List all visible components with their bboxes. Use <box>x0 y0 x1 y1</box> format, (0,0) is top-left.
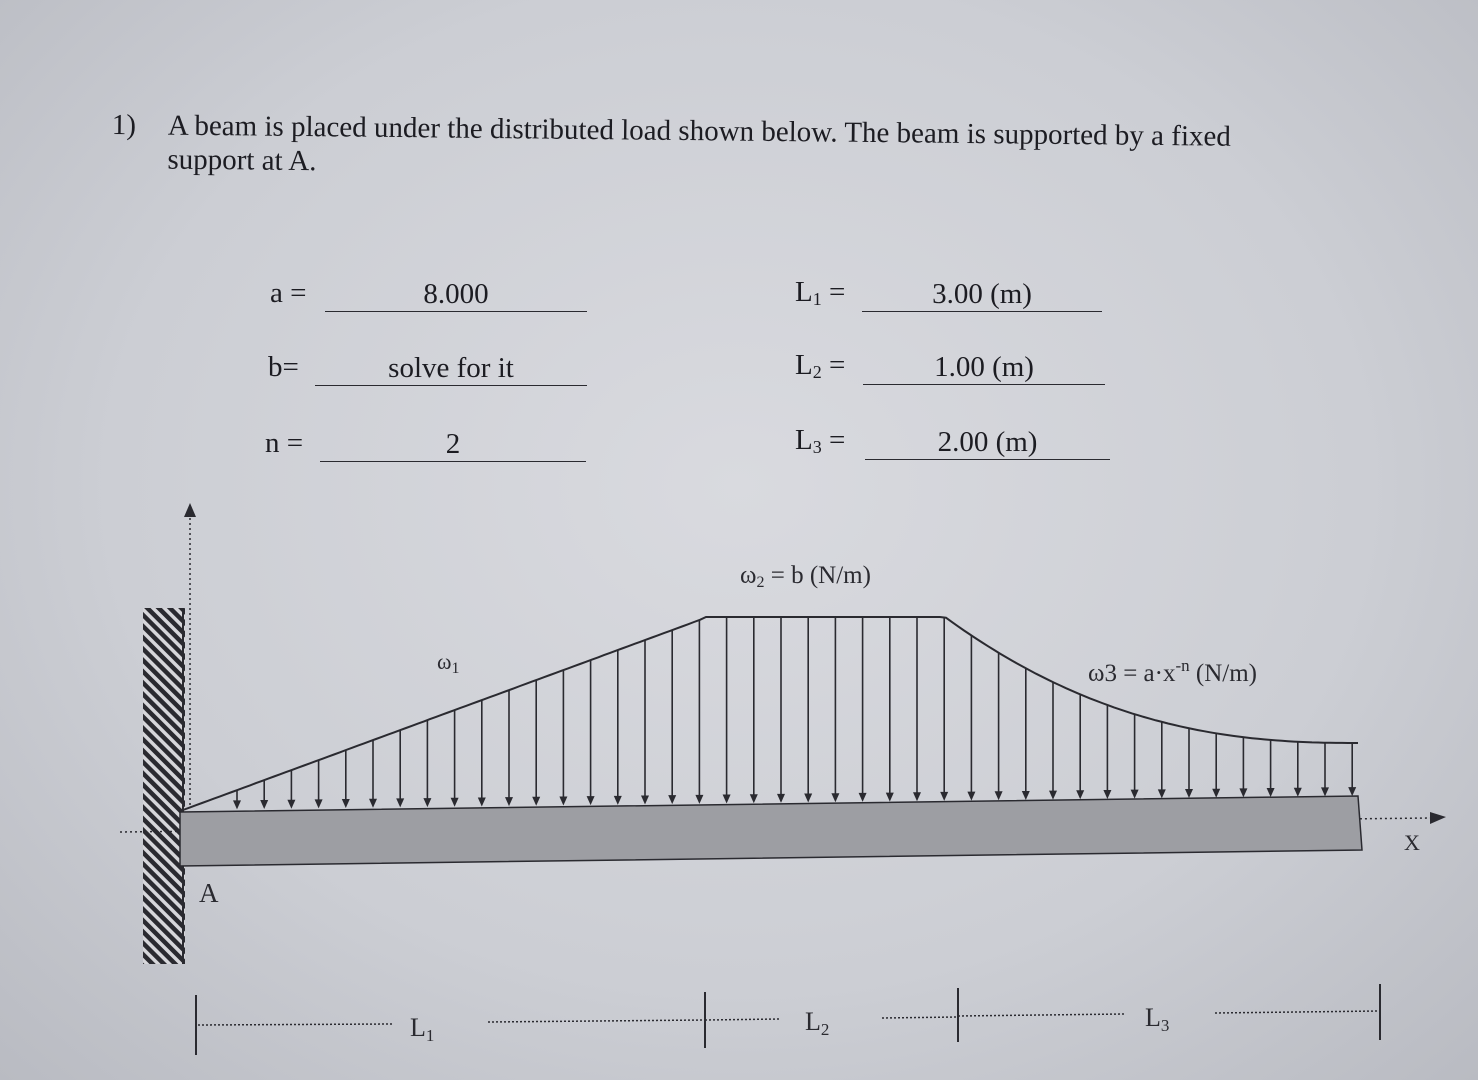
load-arrow-head-icon <box>1158 789 1166 798</box>
load-arrow-head-icon <box>1076 790 1084 799</box>
load-arrow-head-icon <box>369 799 377 808</box>
w3-label: $\omega 3 = a\cdot x^{-n}$ (N/m) <box>1088 656 1258 687</box>
param-n-label: n = <box>265 427 304 459</box>
beam <box>180 796 1362 866</box>
load-arrow-head-icon <box>668 795 676 804</box>
load-arrow-head-icon <box>287 800 295 809</box>
param-L2-value: 1.00 (m) <box>863 351 1105 385</box>
load-arrow-head-icon <box>695 795 703 804</box>
w1-label: ω1 <box>437 649 460 677</box>
load-arrow-head-icon <box>913 792 921 801</box>
load-arrow-head-icon <box>342 799 350 808</box>
load-arrow-head-icon <box>723 795 731 804</box>
param-b-label: b= <box>268 351 299 383</box>
load-arrow-head-icon <box>233 800 241 809</box>
param-a-value: 8.000 <box>325 278 587 312</box>
param-L3-value: 2.00 (m) <box>865 426 1110 460</box>
load-arrow-head-icon <box>1185 789 1193 798</box>
load-arrow-head-icon <box>1131 790 1139 799</box>
param-n-value: 2 <box>320 428 586 462</box>
y-axis-arrow-icon <box>184 503 196 517</box>
load-arrow-head-icon <box>750 794 758 803</box>
load-arrow-head-icon <box>451 798 459 807</box>
load-arrow-head-icon <box>505 797 513 806</box>
load-arrow-head-icon <box>1321 787 1329 796</box>
load-arrow-head-icon <box>614 796 622 805</box>
load-arrow-head-icon <box>423 798 431 807</box>
w2-label: ω2 = b (N/m) <box>740 562 871 591</box>
load-arrow-head-icon <box>1239 788 1247 797</box>
dim-L1-label: L1 <box>410 1013 435 1045</box>
dim-L2-label: L2 <box>805 1007 830 1039</box>
load-arrow-head-icon <box>641 795 649 804</box>
dim-L3-label: L3 <box>1145 1003 1170 1035</box>
problem-number: 1) <box>111 108 137 142</box>
load-arrow-head-icon <box>804 794 812 803</box>
param-a-label: a = <box>270 277 307 309</box>
load-arrow-head-icon <box>967 792 975 801</box>
support-label: A <box>199 878 219 908</box>
dimension-line <box>196 984 1380 1055</box>
load-arrows <box>233 617 1356 809</box>
load-arrow-head-icon <box>940 792 948 801</box>
param-L1-label: $L_1$ = <box>795 276 846 309</box>
load-arrow-head-icon <box>859 793 867 802</box>
load-arrow-head-icon <box>1348 787 1356 796</box>
param-b-value: solve for it <box>315 352 587 386</box>
load-arrow-head-icon <box>396 798 404 807</box>
x-axis-label: X <box>1404 830 1420 855</box>
param-L1-value: 3.00 (m) <box>862 278 1102 312</box>
load-arrow-head-icon <box>587 796 595 805</box>
load-arrow-head-icon <box>532 797 540 806</box>
load-arrow-head-icon <box>260 800 268 809</box>
load-arrow-head-icon <box>1049 791 1057 800</box>
load-envelope <box>183 617 1358 810</box>
problem-text: A beam is placed under the distributed load shown below. The beam is supported by a fixed support at A. <box>167 109 1232 178</box>
load-arrow-head-icon <box>831 793 839 802</box>
load-arrow-head-icon <box>315 799 323 808</box>
load-arrow-head-icon <box>559 796 567 805</box>
load-arrow-head-icon <box>886 793 894 802</box>
param-L2-label: $L_2$ = <box>795 349 846 382</box>
load-arrow-head-icon <box>995 791 1003 800</box>
load-arrow-head-icon <box>1294 788 1302 797</box>
load-arrow-head-icon <box>1267 788 1275 797</box>
load-arrow-head-icon <box>1103 790 1111 799</box>
x-axis-arrow-icon <box>1430 812 1446 824</box>
load-arrow-head-icon <box>777 794 785 803</box>
fixed-support <box>143 608 185 964</box>
load-arrow-head-icon <box>478 797 486 806</box>
load-arrow-head-icon <box>1022 791 1030 800</box>
param-L3-label: $L_3$ = <box>795 424 846 457</box>
load-arrow-head-icon <box>1212 789 1220 798</box>
